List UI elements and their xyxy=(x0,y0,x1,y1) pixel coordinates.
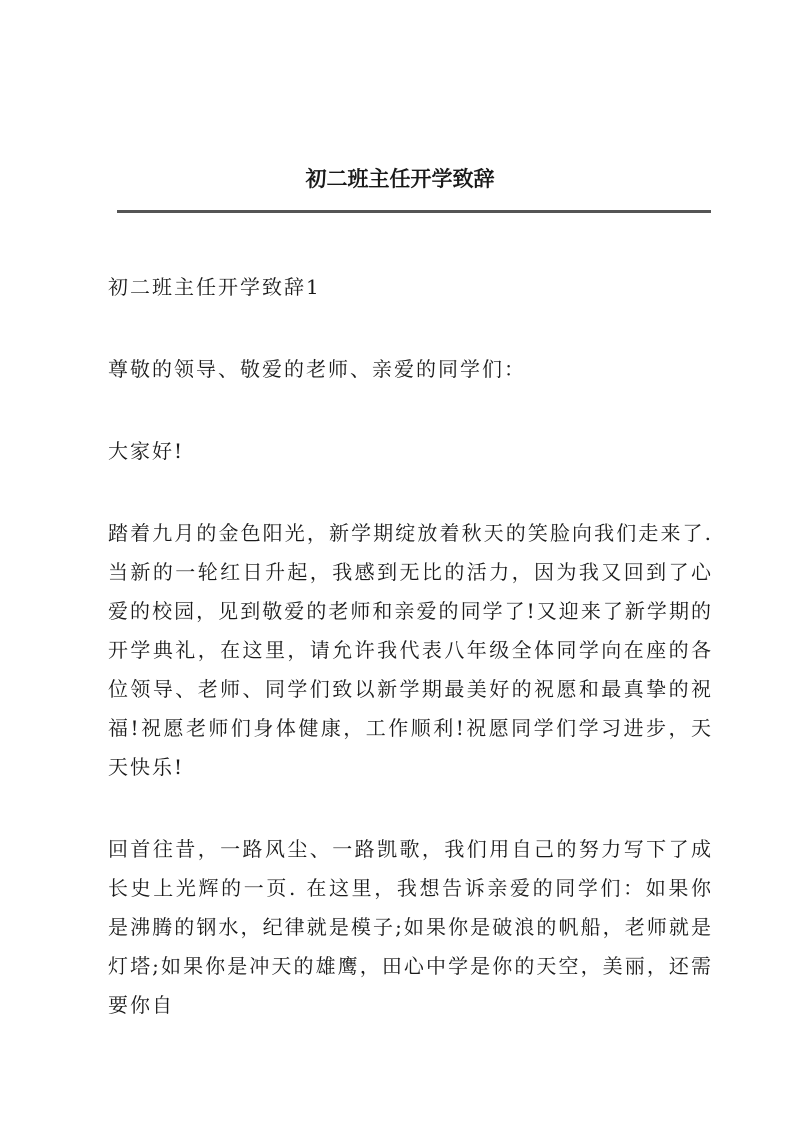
title-divider xyxy=(117,210,711,213)
section-heading: 初二班主任开学致辞1 xyxy=(108,275,321,299)
salutation: 尊敬的领导、敬爱的老师、亲爱的同学们： xyxy=(108,357,526,381)
greeting: 大家好! xyxy=(108,439,185,463)
body-paragraph: 踏着九月的金色阳光，新学期绽放着秋天的笑脸向我们走来了.当新的一轮红日升起，我感到无比的活力，因为我又回到了心爱的校园，见到敬爱的老师和亲爱的同学了!又迎来了新学期的开学典礼，在这里，请允许我代表八年级全体同学向在座的各位领导、老师、同学们致以新学期最美好的祝愿和最真挚的祝福!祝愿老师们身体健康，工作顺利!祝愿同学们学习进步，天天快乐! xyxy=(108,521,713,779)
body-paragraph: 回首往昔，一路风尘、一路凯歌，我们用自己的努力写下了成长史上光辉的一页. 在这里，我想告诉亲爱的同学们：如果你是沸腾的钢水，纪律就是模子;如果你是破浪的帆船，老师就是灯塔;如果你是冲天的雄鹰，田心中学是你的天空，美丽，还需要你自 xyxy=(108,837,713,1017)
document-title: 初二班主任开学致辞 xyxy=(305,166,495,191)
document-body xyxy=(108,268,713,1068)
